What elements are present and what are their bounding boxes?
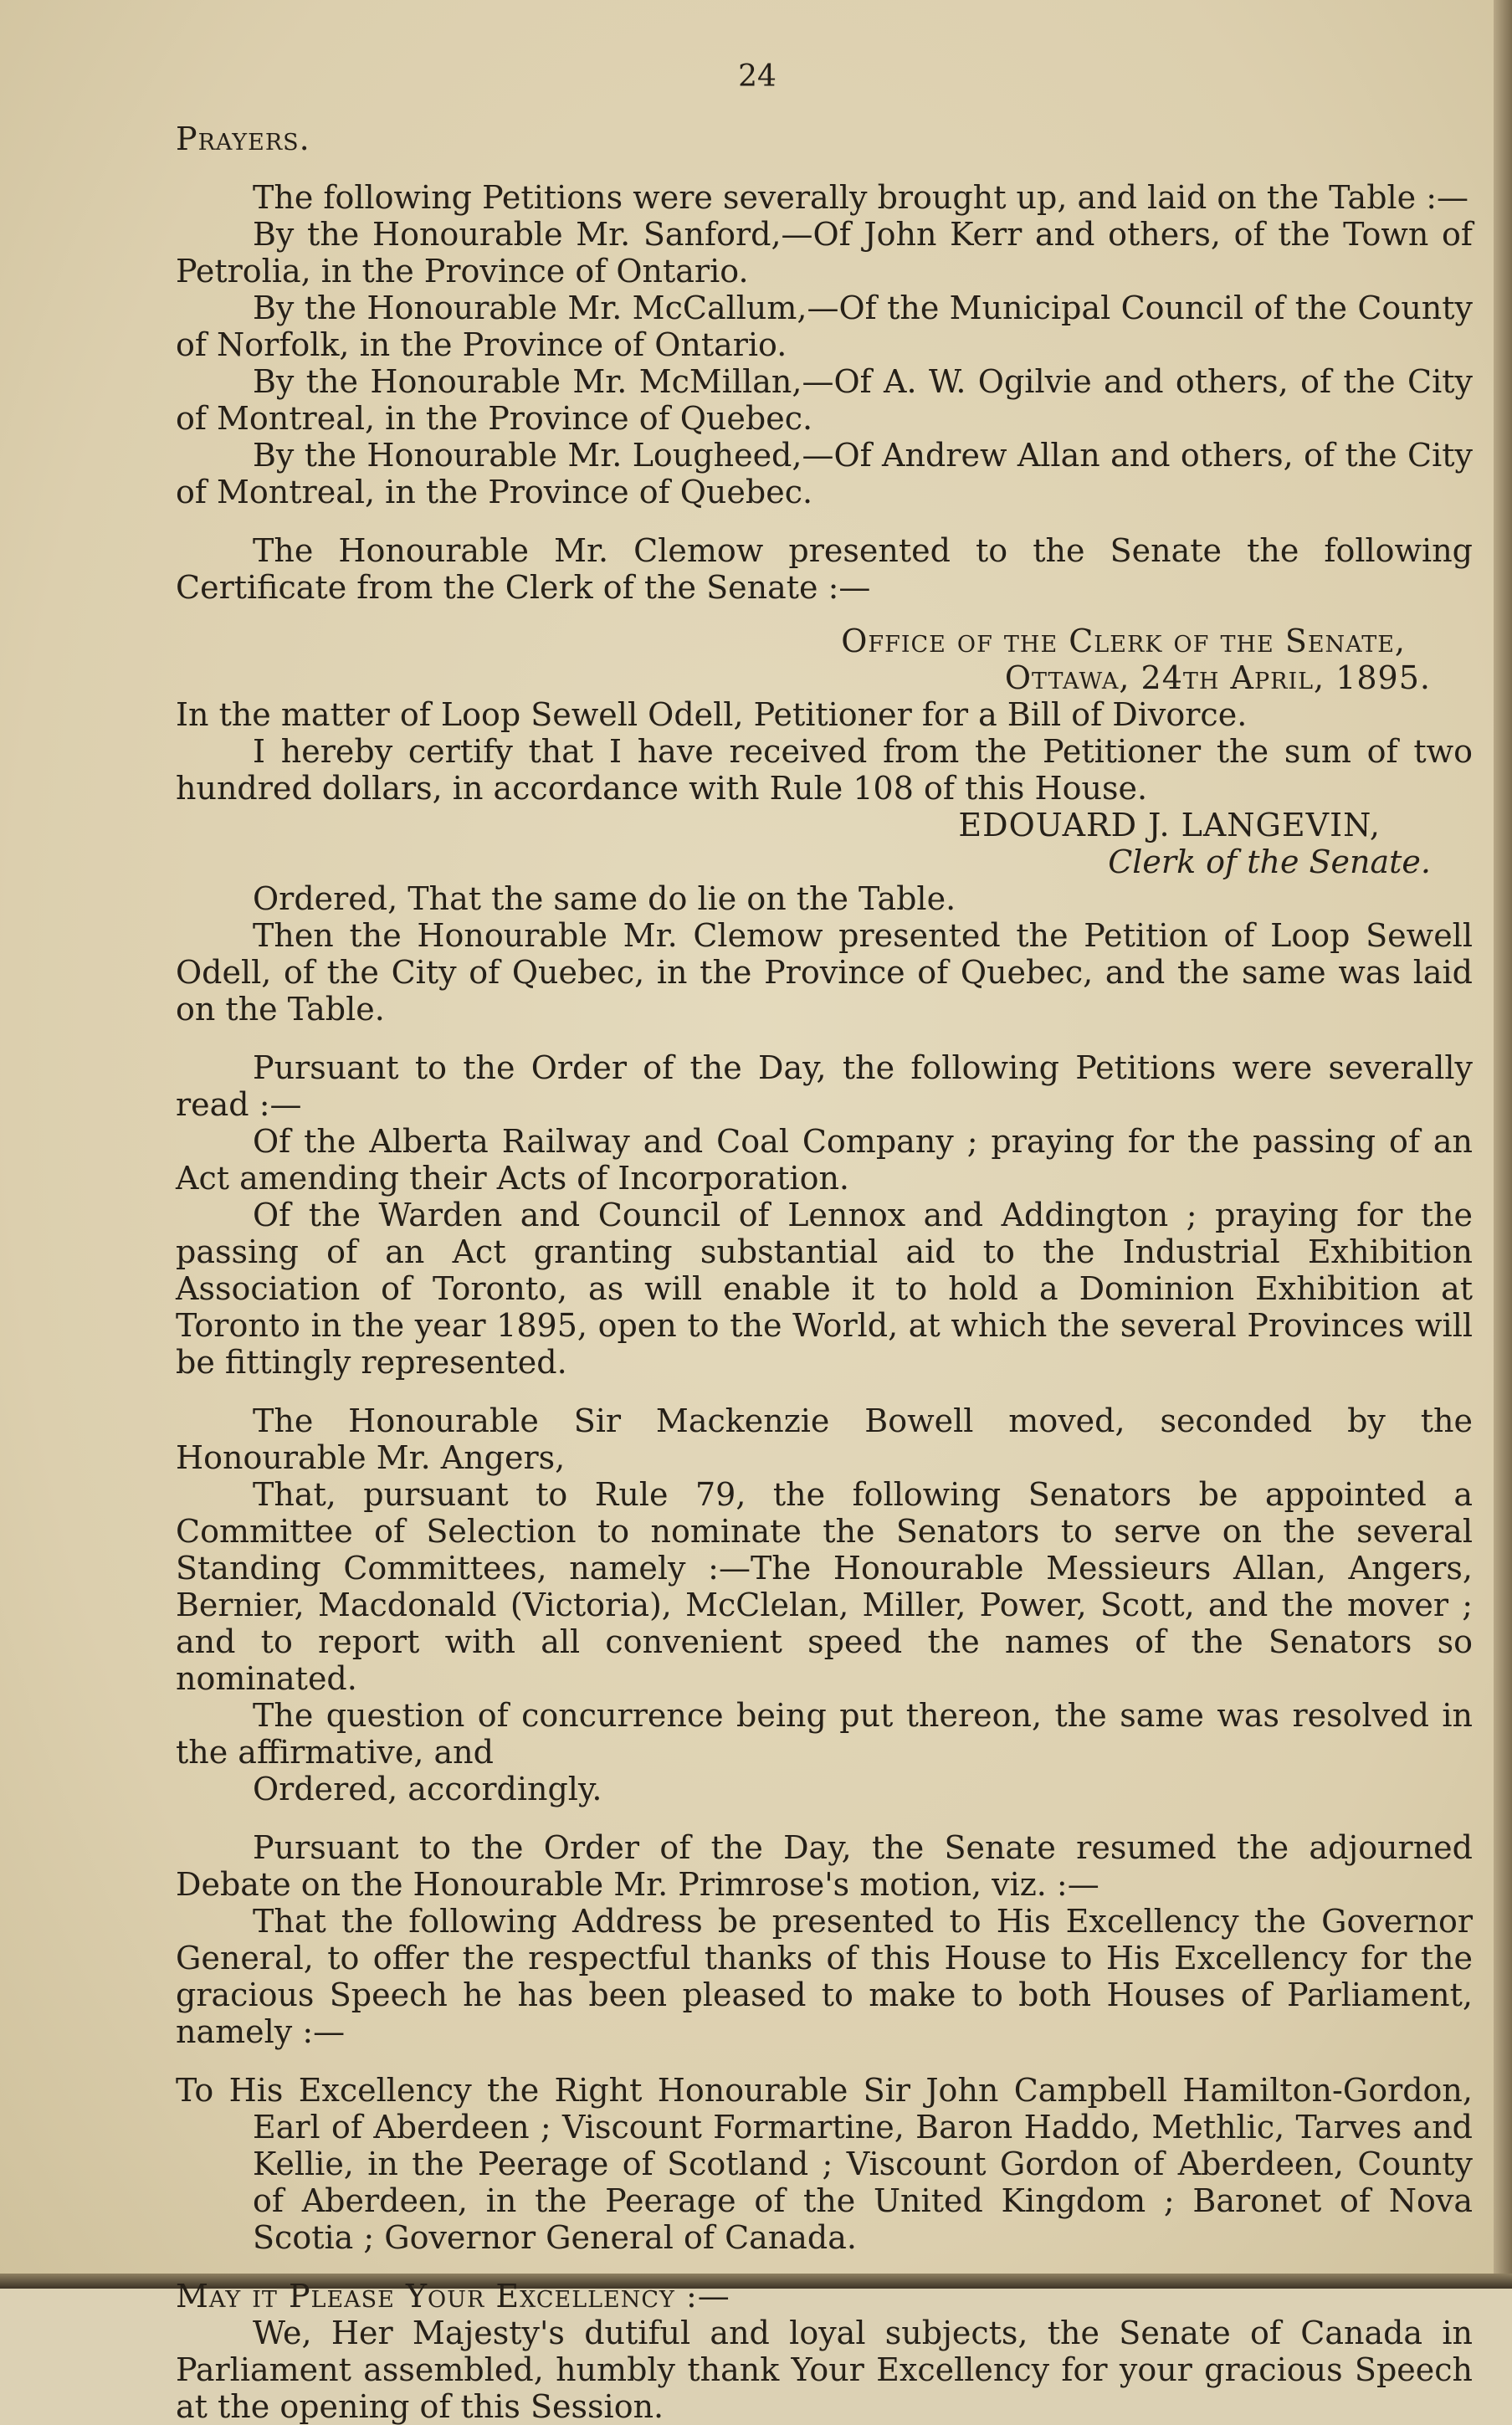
page-edge-right [1494, 0, 1512, 2289]
address-recipient: To His Excellency the Right Honourable Sir John Campbell Hamilton-Gordon, Earl of Aberdeen ; Viscount Formartine, Baron Haddo, Methlic, Tarves and Kellie, in the Peerage of Scotland ; Viscount Gordon of Aberdeen, County of Aberdeen, in the Peerage of the United Kingdom ; Baronet of Nova Scotia ; Governor General of Canada. [176, 2072, 1473, 2256]
petition-read-alberta: Of the Alberta Railway and Coal Company ; praying for the passing of an Act amending their Acts of Incorporation. [176, 1123, 1473, 1197]
bowell-motion: The Honourable Sir Mackenzie Bowell moved, seconded by the Honourable Mr. Angers, [176, 1402, 1473, 1476]
certificate-place-date: Ottawa, 24th April, 1895. [1004, 659, 1431, 696]
debate-intro: Pursuant to the Order of the Day, the Senate resumed the adjourned Debate on the Honourable Mr. Primrose's motion, viz. :— [176, 1829, 1473, 1903]
address-motion: That the following Address be presented to His Excellency the Governor General, to offer the respectful thanks of this House to His Excellency for the gracious Speech he has been pleased to make to both Houses of Parliament, namely :— [176, 1903, 1473, 2050]
petition-mccallum: By the Honourable Mr. McCallum,—Of the Municipal Council of the County of Norfolk, in the Province of Ontario. [176, 290, 1473, 363]
petitions-intro: The following Petitions were severally brought up, and laid on the Table :— [253, 179, 1469, 216]
clemow-petition: Then the Honourable Mr. Clemow presented the Petition of Loop Sewell Odell, of the City of Quebec, in the Province of Quebec, and the same was laid on the Table. [176, 917, 1473, 1028]
address-body: We, Her Majesty's dutiful and loyal subjects, the Senate of Canada in Parliament assembled, humbly thank Your Excellency for your gracious Speech at the opening of this Session. [176, 2315, 1473, 2425]
certificate-body: I hereby certify that I have received from the Petitioner the sum of two hundred dollars, in accordance with Rule 108 of this House. [176, 733, 1473, 807]
order-of-day-intro: Pursuant to the Order of the Day, the following Petitions were severally read :— [176, 1049, 1473, 1123]
document-body [176, 59, 1473, 2425]
ordered-accordingly: Ordered, accordingly. [253, 1771, 602, 1807]
certificate-matter: In the matter of Loop Sewell Odell, Petitioner for a Bill of Divorce. [176, 696, 1248, 733]
petition-mcmillan: By the Honourable Mr. McMillan,—Of A. W. Ogilvie and others, of the City of Montreal, in the Province of Quebec. [176, 363, 1473, 437]
certificate-office: Office of the Clerk of the Senate, [841, 623, 1406, 659]
certificate-signature: EDOUARD J. LANGEVIN, [958, 807, 1381, 843]
salutation: May it Please Your Excellency :— [176, 2278, 730, 2315]
petition-read-lennox: Of the Warden and Council of Lennox and Addington ; praying for the passing of an Act granting substantial aid to the Industrial Exhibition Association of Toronto, as will enable it to hold a Dominion Exhibition at Toronto in the year 1895, open to the World, at which the several Provinces will be fittingly represented. [176, 1197, 1473, 1381]
prayers-heading: Prayers. [176, 120, 310, 157]
petition-lougheed: By the Honourable Mr. Lougheed,—Of Andrew Allan and others, of the City of Montreal, in the Province of Quebec. [176, 437, 1473, 510]
certificate-signature-title: Clerk of the Senate. [1108, 843, 1431, 880]
question-concurrence: The question of concurrence being put thereon, the same was resolved in the affirmative, and [176, 1697, 1473, 1771]
committee-motion: That, pursuant to Rule 79, the following Senators be appointed a Committee of Selection to nominate the Senators to serve on the several Standing Committees, namely :—The Honourable Messieurs Allan, Angers, Bernier, Macdonald (Victoria), McClelan, Miller, Power, Scott, and the mover ; and to report with all convenient speed the names of the Senators so nominated. [176, 1476, 1473, 1697]
page-number: 24 [738, 59, 777, 94]
ordered-lie-on-table: Ordered, That the same do lie on the Table. [253, 880, 956, 917]
petition-sanford: By the Honourable Mr. Sanford,—Of John Kerr and others, of the Town of Petrolia, in the Province of Ontario. [176, 216, 1473, 290]
clemow-certificate-intro: The Honourable Mr. Clemow presented to the Senate the following Certificate from the Clerk of the Senate :— [176, 532, 1473, 606]
